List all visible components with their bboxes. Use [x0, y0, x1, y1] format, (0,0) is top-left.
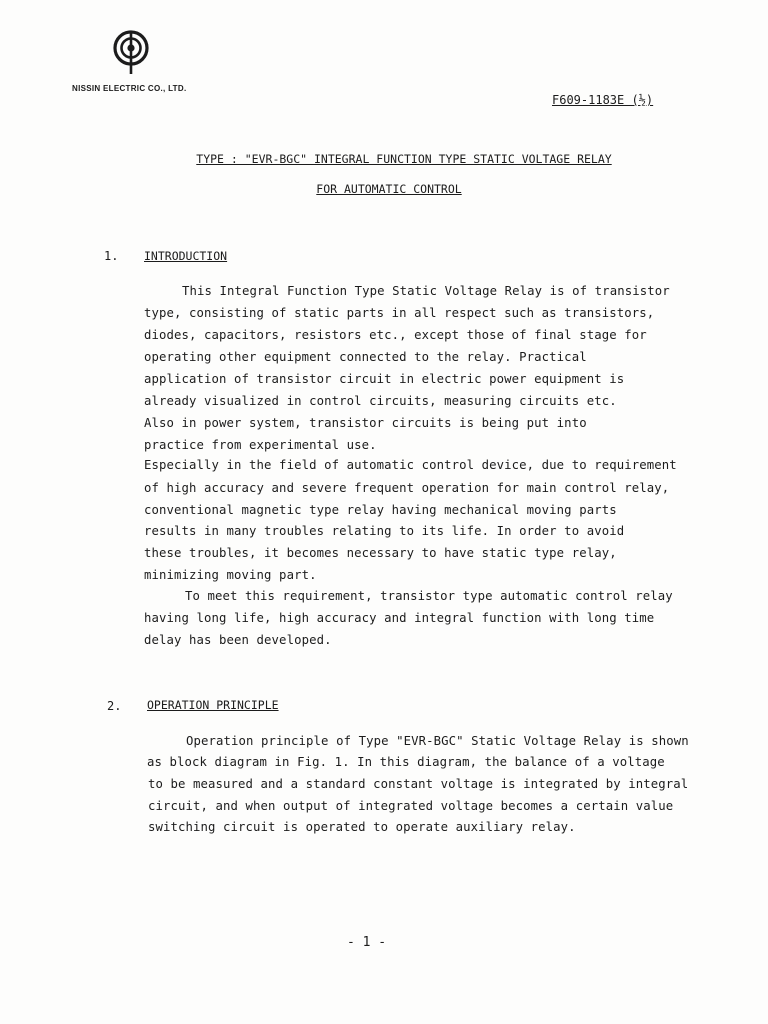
- document-title-line-2: FOR AUTOMATIC CONTROL: [316, 182, 462, 196]
- document-title-line-1: TYPE : "EVR-BGC" INTEGRAL FUNCTION TYPE STATIC VOLTAGE RELAY: [196, 152, 612, 166]
- paragraph-line: as block diagram in Fig. 1. In this diagram, the balance of a voltage: [147, 755, 665, 769]
- section-number: 1.: [104, 249, 119, 263]
- paragraph-line: Especially in the field of automatic control device, due to requirement: [144, 458, 677, 472]
- paragraph-line: Also in power system, transistor circuits is being put into: [144, 416, 587, 430]
- paragraph-line: these troubles, it becomes necessary to have static type relay,: [144, 546, 617, 560]
- paragraph-line: having long life, high accuracy and integral function with long time: [144, 611, 655, 625]
- paragraph-line: practice from experimental use.: [144, 438, 377, 452]
- section-heading-operation-principle: OPERATION PRINCIPLE: [147, 698, 279, 712]
- paragraph-line: operating other equipment connected to the relay. Practical: [144, 350, 587, 364]
- document-number: F609-1183E (½): [552, 93, 654, 107]
- paragraph-line: results in many troubles relating to its life. In order to avoid: [144, 524, 625, 538]
- paragraph-line: This Integral Function Type Static Voltage Relay is of transistor: [182, 284, 670, 298]
- paragraph-line: to be measured and a standard constant voltage is integrated by integral: [148, 777, 689, 791]
- paragraph-line: minimizing moving part.: [144, 568, 317, 582]
- paragraph-line: diodes, capacitors, resistors etc., except those of final stage for: [144, 328, 647, 342]
- section-number: 2.: [107, 699, 122, 713]
- paragraph-line: To meet this requirement, transistor type automatic control relay: [185, 589, 673, 603]
- paragraph-line: application of transistor circuit in electric power equipment is: [144, 372, 625, 386]
- paragraph-line: already visualized in control circuits, measuring circuits etc.: [144, 394, 617, 408]
- paragraph-line: type, consisting of static parts in all respect such as transistors,: [144, 306, 655, 320]
- paragraph-line: switching circuit is operated to operate auxiliary relay.: [148, 820, 576, 834]
- paragraph-line: circuit, and when output of integrated voltage becomes a certain value: [148, 799, 674, 813]
- paragraph-line: delay has been developed.: [144, 633, 332, 647]
- company-name: NISSIN ELECTRIC CO., LTD.: [72, 84, 187, 93]
- section-heading-introduction: INTRODUCTION: [144, 249, 228, 263]
- paragraph-line: of high accuracy and severe frequent operation for main control relay,: [144, 481, 670, 495]
- company-logo-icon: [111, 30, 151, 76]
- page-number: - 1 -: [347, 935, 387, 950]
- paragraph-line: Operation principle of Type "EVR-BGC" Static Voltage Relay is shown: [186, 734, 689, 748]
- paragraph-line: conventional magnetic type relay having mechanical moving parts: [144, 503, 617, 517]
